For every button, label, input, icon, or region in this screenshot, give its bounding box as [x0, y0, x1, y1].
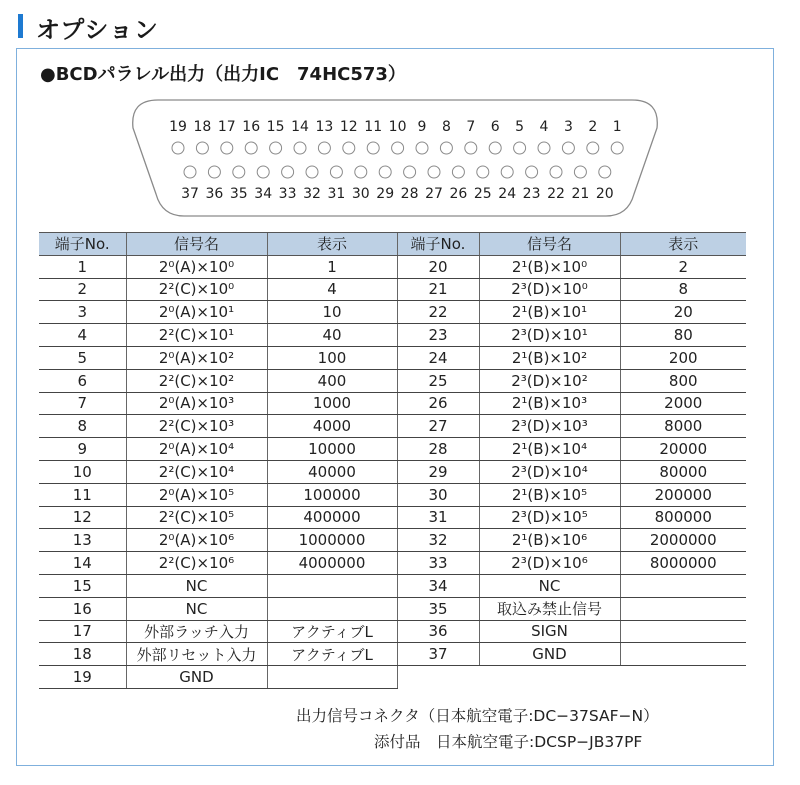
display-value-cell: 40: [267, 324, 397, 347]
display-value-cell: 1000000: [267, 529, 397, 552]
pin-label: 6: [490, 119, 500, 135]
signal-name-cell: GND: [479, 643, 620, 666]
display-value-cell: 800000: [620, 506, 746, 529]
display-value-cell: [267, 597, 397, 620]
pin-hole: [233, 166, 245, 178]
pin-label: 12: [339, 119, 358, 135]
table-row: [39, 278, 746, 301]
pin-label: 9: [417, 119, 427, 135]
signal-name-cell: 2²(C)×10⁵: [126, 506, 267, 529]
signal-name-cell: 外部リセット入力: [126, 643, 267, 666]
display-value-cell: [620, 620, 746, 643]
signal-name-cell: 2⁰(A)×10⁵: [126, 483, 267, 506]
pin-number-cell: [397, 666, 479, 689]
pin-hole: [465, 142, 477, 154]
pin-number-cell: 8: [39, 415, 126, 438]
signal-name-cell: 取込み禁止信号: [479, 597, 620, 620]
pin-number-cell: 28: [397, 438, 479, 461]
pin-label: 35: [229, 186, 248, 202]
pin-number-cell: 1: [39, 255, 126, 278]
pin-hole: [416, 142, 428, 154]
display-value-cell: アクティブL: [267, 620, 397, 643]
pin-hole: [489, 142, 501, 154]
pin-number-cell: 11: [39, 483, 126, 506]
pin-hole: [318, 142, 330, 154]
signal-name-cell: 2¹(B)×10²: [479, 346, 620, 369]
pin-hole: [221, 142, 233, 154]
pin-label: 10: [388, 119, 407, 135]
pin-label: 29: [376, 186, 395, 202]
signal-name-cell: 2⁰(A)×10²: [126, 346, 267, 369]
pin-label: 21: [571, 186, 590, 202]
table-row: [39, 483, 746, 506]
pin-number-cell: 4: [39, 324, 126, 347]
pin-number-cell: 32: [397, 529, 479, 552]
table-row: [39, 255, 746, 278]
display-value-cell: [620, 666, 746, 689]
display-value-cell: 8: [620, 278, 746, 301]
pin-number-cell: 6: [39, 369, 126, 392]
signal-name-cell: 2¹(B)×10⁶: [479, 529, 620, 552]
pin-hole: [294, 142, 306, 154]
pin-label: 30: [351, 186, 370, 202]
table-row: [39, 597, 746, 620]
pin-hole: [245, 142, 257, 154]
display-value-cell: [267, 666, 397, 689]
display-value-cell: 2000000: [620, 529, 746, 552]
display-value-cell: 40000: [267, 460, 397, 483]
display-value-cell: 10: [267, 301, 397, 324]
pin-label: 15: [266, 119, 285, 135]
signal-name-cell: 2²(C)×10¹: [126, 324, 267, 347]
pin-hole: [282, 166, 294, 178]
display-value-cell: 20: [620, 301, 746, 324]
pin-label: 14: [291, 119, 309, 135]
pin-label: 4: [539, 119, 549, 135]
pin-number-cell: 24: [397, 346, 479, 369]
pin-hole: [367, 142, 379, 154]
display-value-cell: 100000: [267, 483, 397, 506]
display-value-cell: 800: [620, 369, 746, 392]
signal-name-cell: 2³(D)×10³: [479, 415, 620, 438]
pin-label: 20: [595, 186, 614, 202]
pin-hole: [355, 166, 367, 178]
header-pin-no: 端子No.: [39, 233, 126, 256]
signal-name-cell: GND: [126, 666, 267, 689]
pin-number-cell: 20: [397, 255, 479, 278]
signal-name-cell: 2³(D)×10⁰: [479, 278, 620, 301]
signal-name-cell: 2⁰(A)×10¹: [126, 301, 267, 324]
pin-label: 27: [425, 186, 443, 202]
pin-hole: [599, 166, 611, 178]
pin-label: 22: [547, 186, 565, 202]
pin-number-cell: 36: [397, 620, 479, 643]
pin-number-cell: 16: [39, 597, 126, 620]
pin-label: 36: [205, 186, 224, 202]
pin-label: 19: [169, 119, 187, 135]
pin-number-cell: 30: [397, 483, 479, 506]
pin-label: 7: [466, 119, 476, 135]
display-value-cell: 4: [267, 278, 397, 301]
header-signal-name: 信号名: [126, 233, 267, 256]
pin-label: 24: [498, 186, 517, 202]
section-title: オプション: [36, 16, 159, 44]
table-row: [39, 506, 746, 529]
display-value-cell: 1: [267, 255, 397, 278]
display-value-cell: 4000000: [267, 552, 397, 575]
pin-hole: [257, 166, 269, 178]
signal-name-cell: 2³(D)×10⁵: [479, 506, 620, 529]
display-value-cell: 20000: [620, 438, 746, 461]
pin-hole: [440, 142, 452, 154]
table-row: [39, 346, 746, 369]
pin-hole: [270, 142, 282, 154]
signal-name-cell: 2¹(B)×10⁵: [479, 483, 620, 506]
header-pin-no: 端子No.: [397, 233, 479, 256]
pin-hole: [501, 166, 513, 178]
pin-number-cell: 21: [397, 278, 479, 301]
pin-hole: [562, 142, 574, 154]
signal-name-cell: 2¹(B)×10³: [479, 392, 620, 415]
header-display: 表示: [267, 233, 397, 256]
table-row: [39, 415, 746, 438]
pin-number-cell: 34: [397, 574, 479, 597]
pin-label: 2: [588, 119, 598, 135]
signal-name-cell: 2⁰(A)×10⁰: [126, 255, 267, 278]
table-row: [39, 392, 746, 415]
pin-hole: [196, 142, 208, 154]
pin-hole: [452, 166, 464, 178]
display-value-cell: 10000: [267, 438, 397, 461]
pin-hole: [208, 166, 220, 178]
signal-name-cell: 2⁰(A)×10⁶: [126, 529, 267, 552]
pin-hole: [526, 166, 538, 178]
display-value-cell: 4000: [267, 415, 397, 438]
pin-label: 5: [515, 119, 525, 135]
pin-hole: [611, 142, 623, 154]
signal-name-cell: 2³(D)×10²: [479, 369, 620, 392]
pin-hole: [514, 142, 526, 154]
display-value-cell: 8000: [620, 415, 746, 438]
signal-name-cell: 2⁰(A)×10³: [126, 392, 267, 415]
pin-hole: [330, 166, 342, 178]
pin-hole: [392, 142, 404, 154]
pin-label: 16: [242, 119, 261, 135]
pin-hole: [587, 142, 599, 154]
pin-number-cell: 17: [39, 620, 126, 643]
signal-name-cell: 2²(C)×10⁰: [126, 278, 267, 301]
pin-number-cell: 27: [397, 415, 479, 438]
pin-number-cell: 29: [397, 460, 479, 483]
display-value-cell: [267, 574, 397, 597]
pin-label: 33: [278, 186, 297, 202]
bcd-output-subtitle: ●BCDパラレル出力（出力IC 74HC573）: [40, 64, 406, 85]
table-row: [39, 666, 746, 689]
table-row: [39, 369, 746, 392]
signal-name-cell: 2¹(B)×10⁰: [479, 255, 620, 278]
header-signal-name: 信号名: [479, 233, 620, 256]
pin-number-cell: 18: [39, 643, 126, 666]
pin-hole: [477, 166, 489, 178]
pin-label: 3: [563, 119, 573, 135]
display-value-cell: アクティブL: [267, 643, 397, 666]
display-value-cell: [620, 597, 746, 620]
section-accent-bar: [18, 14, 23, 38]
pin-hole: [428, 166, 440, 178]
pin-number-cell: 25: [397, 369, 479, 392]
display-value-cell: [620, 643, 746, 666]
display-value-cell: 1000: [267, 392, 397, 415]
table-row: [39, 438, 746, 461]
pin-number-cell: 19: [39, 666, 126, 689]
pin-number-cell: 33: [397, 552, 479, 575]
signal-name-cell: 2⁰(A)×10⁴: [126, 438, 267, 461]
display-value-cell: 2: [620, 255, 746, 278]
signal-name-cell: 2²(C)×10⁴: [126, 460, 267, 483]
table-row: [39, 620, 746, 643]
table-row: [39, 529, 746, 552]
pin-number-cell: 26: [397, 392, 479, 415]
display-value-cell: 200: [620, 346, 746, 369]
table-row: [39, 301, 746, 324]
pin-label: 1: [612, 119, 622, 135]
pin-number-cell: 22: [397, 301, 479, 324]
pin-number-cell: 12: [39, 506, 126, 529]
pin-label: 17: [217, 119, 236, 135]
pin-hole: [574, 166, 586, 178]
pin-number-cell: 14: [39, 552, 126, 575]
pin-label: 18: [193, 119, 212, 135]
signal-name-cell: NC: [126, 574, 267, 597]
table-row: [39, 643, 746, 666]
signal-name-cell: 2²(C)×10³: [126, 415, 267, 438]
table-row: [39, 552, 746, 575]
signal-name-cell: 2³(D)×10⁴: [479, 460, 620, 483]
pin-number-cell: 35: [397, 597, 479, 620]
pin-label: 28: [400, 186, 419, 202]
signal-name-cell: 2¹(B)×10¹: [479, 301, 620, 324]
pin-number-cell: 37: [397, 643, 479, 666]
table-row: [39, 460, 746, 483]
pin-label: 8: [441, 119, 451, 135]
pin-label: 13: [315, 119, 334, 135]
pin-number-cell: 2: [39, 278, 126, 301]
display-value-cell: 80: [620, 324, 746, 347]
signal-name-cell: [479, 666, 620, 689]
pin-label: 32: [303, 186, 321, 202]
pin-label: 31: [327, 186, 346, 202]
pin-label: 34: [254, 186, 273, 202]
pin-number-cell: 3: [39, 301, 126, 324]
pin-number-cell: 31: [397, 506, 479, 529]
pin-label: 11: [364, 119, 383, 135]
display-value-cell: 2000: [620, 392, 746, 415]
pin-number-cell: 5: [39, 346, 126, 369]
output-connector-note: 出力信号コネクタ（日本航空電子:DC−37SAF−N）: [296, 707, 659, 725]
signal-name-cell: 2¹(B)×10⁴: [479, 438, 620, 461]
signal-name-cell: NC: [479, 574, 620, 597]
signal-name-cell: 2²(C)×10²: [126, 369, 267, 392]
display-value-cell: 200000: [620, 483, 746, 506]
pin-label: 26: [449, 186, 468, 202]
pin-number-cell: 7: [39, 392, 126, 415]
signal-name-cell: 2³(D)×10¹: [479, 324, 620, 347]
pin-hole: [379, 166, 391, 178]
signal-name-cell: 外部ラッチ入力: [126, 620, 267, 643]
table-row: [39, 324, 746, 347]
signal-name-cell: 2²(C)×10⁶: [126, 552, 267, 575]
display-value-cell: 100: [267, 346, 397, 369]
display-value-cell: 400000: [267, 506, 397, 529]
accessory-note: 添付品 日本航空電子:DCSP−JB37PF: [374, 733, 643, 751]
signal-name-cell: 2³(D)×10⁶: [479, 552, 620, 575]
pin-assignment-table: [39, 232, 746, 689]
display-value-cell: 80000: [620, 460, 746, 483]
pin-hole: [550, 166, 562, 178]
pin-label: 23: [522, 186, 541, 202]
pin-number-cell: 23: [397, 324, 479, 347]
pin-hole: [538, 142, 550, 154]
pin-label: 25: [473, 186, 492, 202]
pin-number-cell: 13: [39, 529, 126, 552]
pin-hole: [343, 142, 355, 154]
pin-number-cell: 15: [39, 574, 126, 597]
pin-hole: [184, 166, 196, 178]
pin-label: 37: [181, 186, 199, 202]
display-value-cell: 400: [267, 369, 397, 392]
signal-name-cell: NC: [126, 597, 267, 620]
pin-hole: [306, 166, 318, 178]
header-display: 表示: [620, 233, 746, 256]
pin-number-cell: 9: [39, 438, 126, 461]
pin-number-cell: 10: [39, 460, 126, 483]
signal-name-cell: SIGN: [479, 620, 620, 643]
pin-hole: [172, 142, 184, 154]
table-header-row: [39, 233, 746, 256]
display-value-cell: 8000000: [620, 552, 746, 575]
dsub-37-connector-diagram: [128, 98, 662, 220]
display-value-cell: [620, 574, 746, 597]
table-row: [39, 574, 746, 597]
pin-hole: [404, 166, 416, 178]
